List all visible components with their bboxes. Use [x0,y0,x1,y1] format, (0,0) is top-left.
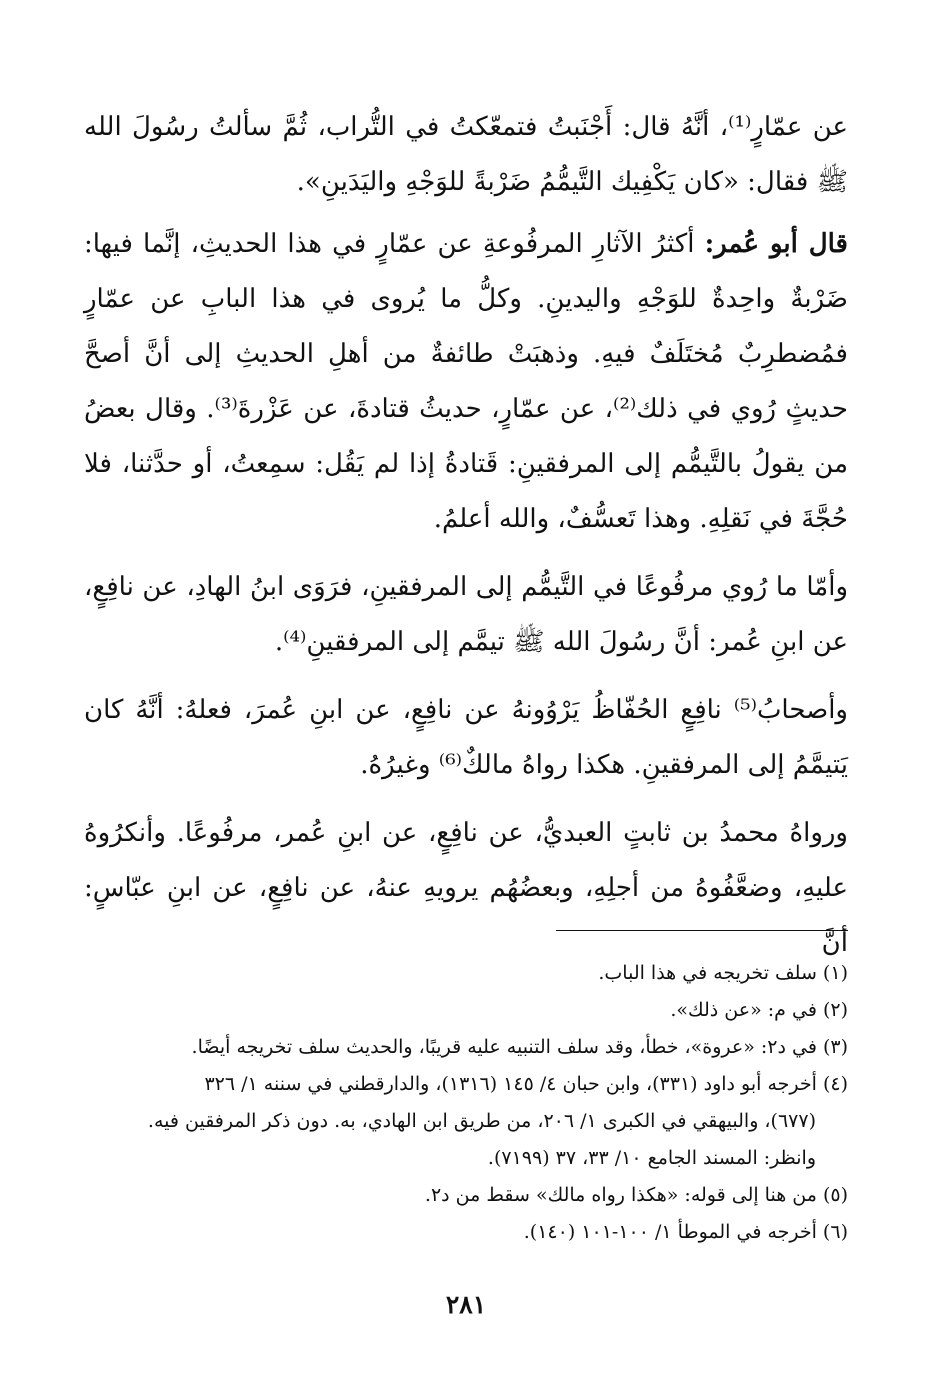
paragraph-2-text: أكثرُ الآثارِ المرفُوعةِ عن عمّارٍ في هذا الحديثِ، إنَّما فيها: ضَرْبةٌ واحِدةٌ للوَجْهِ واليدينِ. وكلُّ ما يُروى في هذا البابِ عن عمّارٍ فمُضطرِبٌ مُختَلَفٌ فيهِ. وذهبَتْ طائفةٌ من أهلِ الحديثِ إلى أنَّ أصحَّ حديثٍ رُوي في ذلك⁽²⁾، عن عمّارٍ، حديثُ قتادةَ، عن عَزْرةَ⁽³⁾. وقال بعضُ من يقولُ بالتَّيمُّم إلى المرفقينِ: قَتادةُ إذا لم يَقُل: سمِعتُ، أو حدَّثنا، فلا حُجَّةَ في نَقلِهِ. وهذا تَعسُّفٌ، والله أعلمُ. [84,229,849,534]
paragraph-1 [84,100,848,210]
paragraph-2 [84,217,848,547]
footnote-2: (٢) في م: «عن ذلك». [670,999,848,1021]
footnote-1: (١) سلف تخريجه في هذا الباب. [598,962,848,984]
paragraph-4 [84,683,848,793]
footnote-4-continued: (٦٧٧)، والبيهقي في الكبرى ١/ ٢٠٦، من طريق ابن الهادي، به. دون ذكر المرفقين فيه. [147,1110,816,1132]
footnotes [84,955,848,1251]
footnote-separator [556,930,848,931]
paragraph-3-text: وأمّا ما رُوي مرفُوعًا في التَّيمُّم إلى المرفقينِ، فرَوَى ابنُ الهادِ، عن نافِعٍ، عن ابنِ عُمر: أنَّ رسُولَ الله ﷺ تيمَّم إلى المرفقينِ⁽⁴⁾. [84,572,848,657]
footnote-3: (٣) في د٢: «عروة»، خطأ، وقد سلف التنبيه عليه قريبًا، والحديث سلف تخريجه أيضًا. [191,1036,848,1058]
paragraph-4-text: وأصحابُ⁽⁵⁾ نافِعٍ الحُفّاظُ يَرْوُونهُ عن نافِعٍ، عن ابنِ عُمرَ، فعلهُ: أنَّهُ كان يَتيمَّمُ إلى المرفقينِ. هكذا رواهُ مالكٌ⁽⁶⁾ وغيرُهُ. [84,695,848,780]
paragraph-2-lead: قال أبو عُمر: [704,229,848,259]
main-text [84,100,848,984]
page-number: ٢٨١ [445,1290,487,1319]
paragraph-5 [84,806,848,971]
footnote-6: (٦) أخرجه في الموطأ ١/ ١٠٠-١٠١ (١٤٠). [523,1221,848,1243]
footnote-4-see-also: وانظر: المسند الجامع ١٠/ ٣٣، ٣٧ (٧١٩٩). [487,1147,816,1169]
paragraph-1-text: عن عمّارٍ⁽¹⁾، أنَّهُ قال: أَجْنَبتُ فتمعّكتُ في التُّراب، ثُمَّ سألتُ رسُولَ الله ﷺ فقال: «كان يَكْفِيك التَّيمُّمُ ضَرْبةً للوَجْهِ واليَدَينِ». [84,112,848,197]
footnote-4: (٤) أخرجه أبو داود (٣٣١)، وابن حبان ٤/ ١٤٥ (١٣١٦)، والدارقطني في سننه ١/ ٣٢٦ [204,1073,848,1095]
paragraph-3 [84,560,848,670]
paragraph-5-text: ورواهُ محمدُ بن ثابتٍ العبديُّ، عن نافِعٍ، عن ابنِ عُمر، مرفُوعًا. وأنكرُوهُ عليهِ، وضعَّفُوهُ من أجلِهِ، وبعضُهُم يرويهِ عنهُ، عن نافِعٍ، عن ابنِ عبّاسٍ: أنَّ [84,818,848,958]
footnote-5: (٥) من هنا إلى قوله: «هكذا رواه مالك» سقط من د٢. [424,1184,848,1206]
